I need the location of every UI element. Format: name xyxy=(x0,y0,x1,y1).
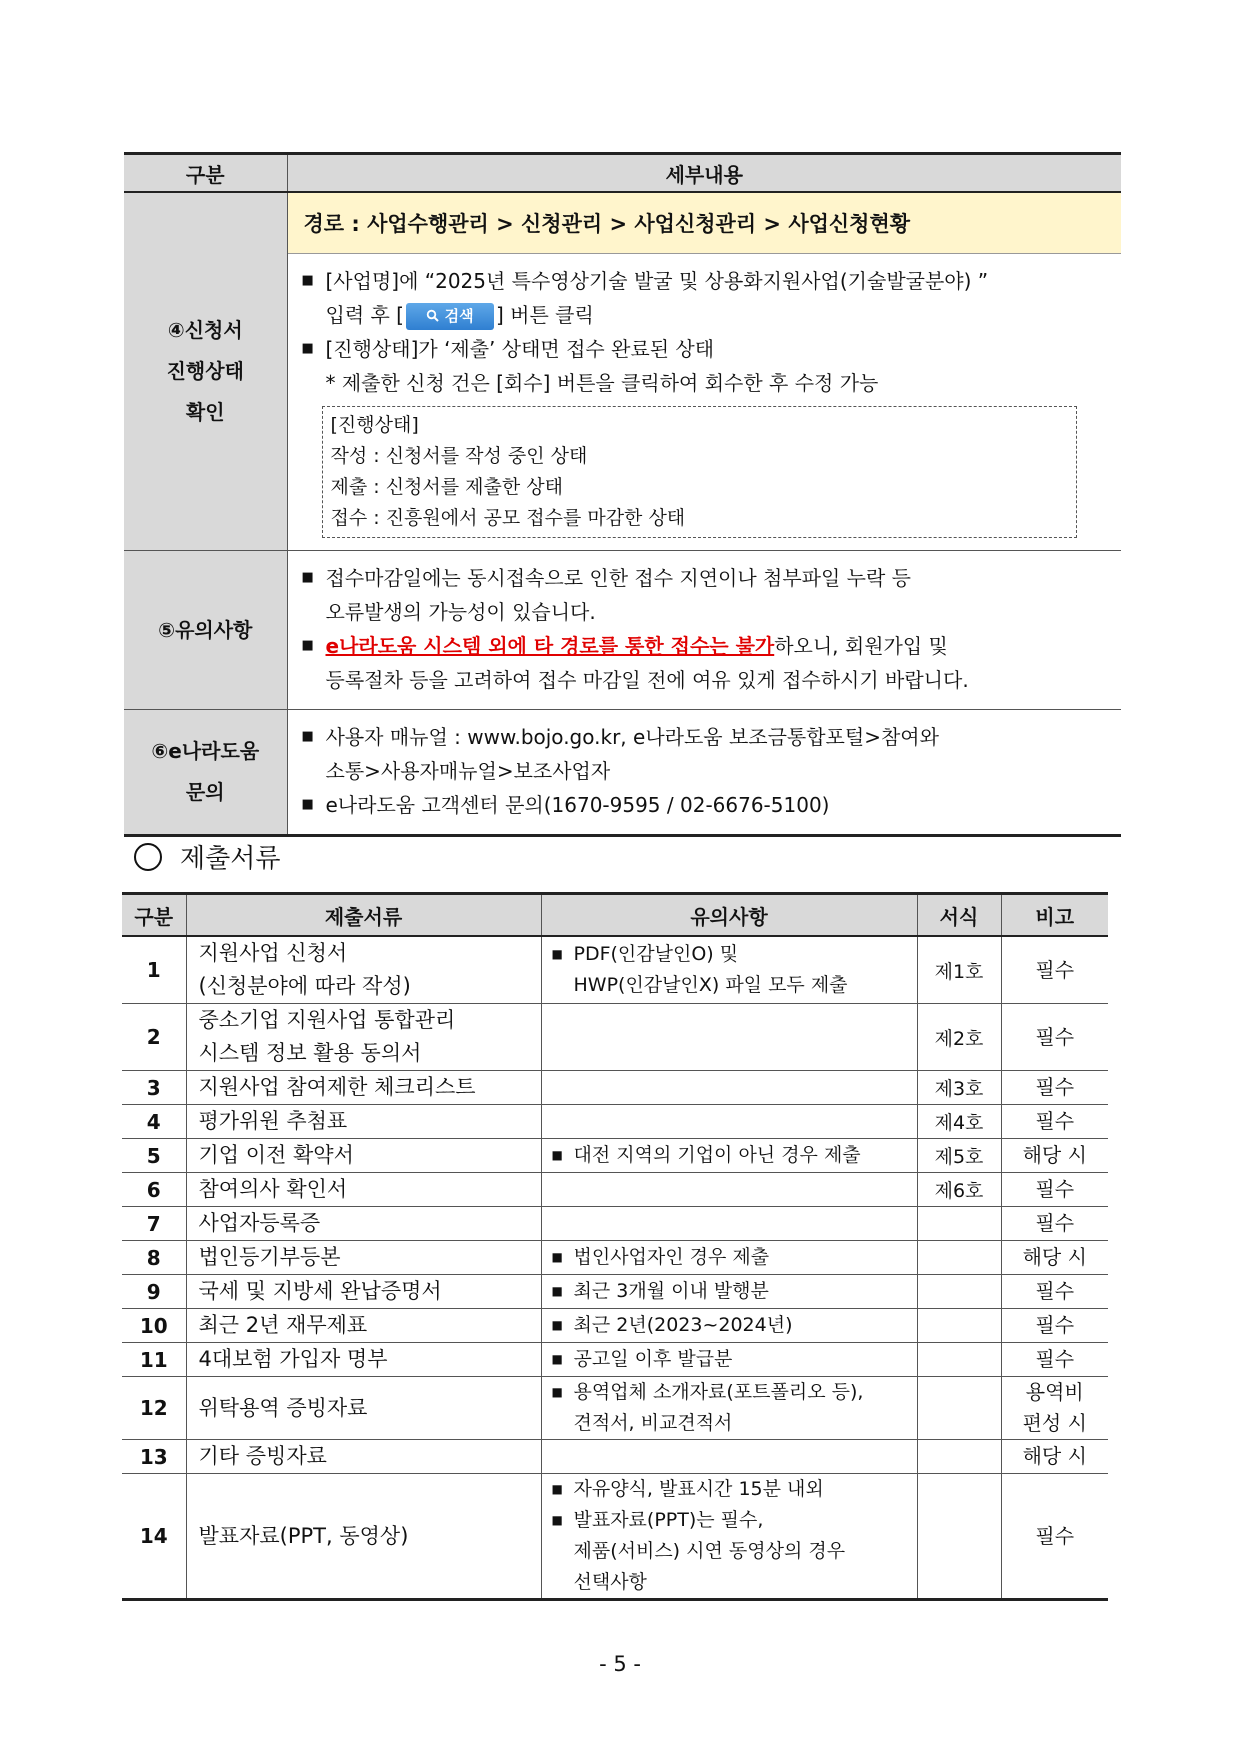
document-name: 위탁용역 증빙자료 xyxy=(186,1377,541,1440)
row-number: 14 xyxy=(122,1474,186,1600)
row-number: 13 xyxy=(122,1440,186,1474)
header-remarks: 비고 xyxy=(1001,894,1108,937)
document-name: 지원사업 신청서 (신청분야에 따라 작성) xyxy=(186,936,541,1004)
document-name: 사업자등록증 xyxy=(186,1207,541,1241)
row-number: 5 xyxy=(122,1139,186,1173)
table-row xyxy=(122,1004,1108,1071)
header-no: 구분 xyxy=(122,894,186,937)
row-number: 12 xyxy=(122,1377,186,1440)
document-name: 평가위원 추첨표 xyxy=(186,1105,541,1139)
remarks: 필수 xyxy=(1001,1474,1108,1600)
document-name: 최근 2년 재무제표 xyxy=(186,1309,541,1343)
table-row xyxy=(122,1105,1108,1139)
document-name: 4대보험 가입자 명부 xyxy=(186,1343,541,1377)
form-number xyxy=(917,1207,1001,1241)
table-row xyxy=(122,1173,1108,1207)
caution-label: ⑤유의사항 xyxy=(124,551,287,710)
caution-row xyxy=(124,551,1121,710)
form-number: 제2호 xyxy=(917,1004,1001,1071)
remarks: 필수 xyxy=(1001,1004,1108,1071)
section-heading xyxy=(134,838,280,875)
form-number xyxy=(917,1377,1001,1440)
guide-table xyxy=(124,152,1121,837)
document-notes: ■ 최근 3개월 이내 발행분 xyxy=(541,1275,917,1309)
document-notes: ■ 용역업체 소개자료(포트폴리오 등), 견적서, 비교견적서 xyxy=(541,1377,917,1440)
row-number: 1 xyxy=(122,936,186,1004)
header-notes: 유의사항 xyxy=(541,894,917,937)
bullet-item: ■ e나라도움 시스템 외에 타 경로를 통한 접수는 불가하오니, 회원가입 및 xyxy=(302,629,1110,663)
row-number: 8 xyxy=(122,1241,186,1275)
document-notes: ■ 자유양식, 발표시간 15분 내외 ■ 발표자료(PPT)는 필수, 제품(서비스) 시연 동영상의 경우 선택사항 xyxy=(541,1474,917,1600)
table-row xyxy=(122,1071,1108,1105)
table-row xyxy=(122,1377,1108,1440)
search-button[interactable]: 검색 xyxy=(406,303,494,330)
document-name: 발표자료(PPT, 동영상) xyxy=(186,1474,541,1600)
bullet-item: ■ 접수마감일에는 동시접속으로 인한 접수 지연이나 첨부파일 누락 등 xyxy=(302,561,1110,595)
circle-bullet-icon xyxy=(134,843,162,871)
menu-path: 경로 : 사업수행관리 > 신청관리 > 사업신청관리 > 사업신청현황 xyxy=(287,192,1121,254)
document-name: 법인등기부등본 xyxy=(186,1241,541,1275)
footnote: * 제출한 신청 건은 [회수] 버튼을 클릭하여 회수한 후 수정 가능 xyxy=(325,371,879,395)
form-number xyxy=(917,1343,1001,1377)
row-number: 9 xyxy=(122,1275,186,1309)
header-form: 서식 xyxy=(917,894,1001,937)
table-row xyxy=(122,1474,1108,1600)
table-row xyxy=(122,1343,1108,1377)
document-notes xyxy=(541,1071,917,1105)
inquiry-label: ⑥e나라도움 문의 xyxy=(124,710,287,836)
status-check-label: ④신청서 진행상태 확인 xyxy=(124,192,287,551)
row-number: 6 xyxy=(122,1173,186,1207)
form-number xyxy=(917,1275,1001,1309)
document-notes: ■ 대전 지역의 기업이 아닌 경우 제출 xyxy=(541,1139,917,1173)
documents-table xyxy=(122,892,1108,1601)
header-document: 제출서류 xyxy=(186,894,541,937)
status-legend-box: [진행상태] 작성 : 신청서를 작성 중인 상태 제출 : 신청서를 제출한 상태 접수 : 진흥원에서 공모 접수를 마감한 상태 xyxy=(322,406,1078,538)
page-number: - 5 - xyxy=(599,1652,641,1676)
inquiry-details xyxy=(287,710,1121,836)
document-name: 중소기업 지원사업 통합관리 시스템 정보 활용 동의서 xyxy=(186,1004,541,1071)
remarks: 필수 xyxy=(1001,936,1108,1004)
form-number: 제1호 xyxy=(917,936,1001,1004)
table-row xyxy=(122,1241,1108,1275)
remarks: 필수 xyxy=(1001,1207,1108,1241)
document-notes: ■ PDF(인감날인O) 및 HWP(인감날인X) 파일 모두 제출 xyxy=(541,936,917,1004)
document-name: 지원사업 참여제한 체크리스트 xyxy=(186,1071,541,1105)
table-row xyxy=(122,1440,1108,1474)
form-number xyxy=(917,1309,1001,1343)
form-number xyxy=(917,1241,1001,1275)
documents-table-header xyxy=(122,894,1108,937)
table-row xyxy=(122,1139,1108,1173)
inquiry-row xyxy=(124,710,1121,836)
header-details: 세부내용 xyxy=(287,154,1121,193)
table-row xyxy=(122,1309,1108,1343)
remarks: 필수 xyxy=(1001,1173,1108,1207)
bullet-continuation: 오류발생의 가능성이 있습니다. xyxy=(325,600,596,624)
form-number: 제4호 xyxy=(917,1105,1001,1139)
header-category: 구분 xyxy=(124,154,287,193)
bullet-continuation: 소통>사용자매뉴얼>보조사업자 xyxy=(325,759,611,783)
document-name: 기업 이전 확약서 xyxy=(186,1139,541,1173)
row-number: 7 xyxy=(122,1207,186,1241)
documents-table-body xyxy=(122,936,1108,1600)
document-notes xyxy=(541,1004,917,1071)
document-notes: ■ 공고일 이후 발급분 xyxy=(541,1343,917,1377)
bullet-continuation: 입력 후 [ 검색 ] 버튼 클릭 xyxy=(302,298,1110,332)
section-title: 제출서류 xyxy=(180,844,281,874)
document-name: 국세 및 지방세 완납증명서 xyxy=(186,1275,541,1309)
remarks: 필수 xyxy=(1001,1105,1108,1139)
row-number: 2 xyxy=(122,1004,186,1071)
bullet-item: ■ 사용자 매뉴얼 : www.bojo.go.kr, e나라도움 보조금통합포털>참여와 xyxy=(302,720,1110,754)
form-number xyxy=(917,1440,1001,1474)
status-path-row xyxy=(124,192,1121,254)
form-number xyxy=(917,1474,1001,1600)
document-notes: ■ 법인사업자인 경우 제출 xyxy=(541,1241,917,1275)
remarks: 필수 xyxy=(1001,1275,1108,1309)
document-name: 기타 증빙자료 xyxy=(186,1440,541,1474)
status-details xyxy=(287,254,1121,551)
document-notes: ■ 최근 2년(2023~2024년) xyxy=(541,1309,917,1343)
remarks: 필수 xyxy=(1001,1071,1108,1105)
row-number: 4 xyxy=(122,1105,186,1139)
document-notes xyxy=(541,1207,917,1241)
table-row xyxy=(122,1275,1108,1309)
row-number: 3 xyxy=(122,1071,186,1105)
document-notes xyxy=(541,1105,917,1139)
remarks: 해당 시 xyxy=(1001,1139,1108,1173)
guide-table-header xyxy=(124,154,1121,193)
form-number: 제3호 xyxy=(917,1071,1001,1105)
warning-text: e나라도움 시스템 외에 타 경로를 통한 접수는 불가 xyxy=(325,634,775,658)
document-name: 참여의사 확인서 xyxy=(186,1173,541,1207)
form-number: 제6호 xyxy=(917,1173,1001,1207)
remarks: 필수 xyxy=(1001,1309,1108,1343)
row-number: 10 xyxy=(122,1309,186,1343)
remarks: 해당 시 xyxy=(1001,1241,1108,1275)
bullet-item: ■ [진행상태]가 ‘제출’ 상태면 접수 완료된 상태 xyxy=(302,332,1110,366)
row-number: 11 xyxy=(122,1343,186,1377)
document-notes xyxy=(541,1173,917,1207)
table-row xyxy=(122,1207,1108,1241)
remarks: 용역비 편성 시 xyxy=(1001,1377,1108,1440)
bullet-continuation: 등록절차 등을 고려하여 접수 마감일 전에 여유 있게 접수하시기 바랍니다. xyxy=(325,668,969,692)
table-row xyxy=(122,936,1108,1004)
document-notes xyxy=(541,1440,917,1474)
caution-details xyxy=(287,551,1121,710)
bullet-item: ■ e나라도움 고객센터 문의(1670-9595 / 02-6676-5100) xyxy=(302,788,1110,822)
form-number: 제5호 xyxy=(917,1139,1001,1173)
bullet-item: ■ [사업명]에 “2025년 특수영상기술 발굴 및 상용화지원사업(기술발굴분야) ” xyxy=(302,264,1110,298)
search-icon xyxy=(426,307,439,325)
remarks: 필수 xyxy=(1001,1343,1108,1377)
remarks: 해당 시 xyxy=(1001,1440,1108,1474)
